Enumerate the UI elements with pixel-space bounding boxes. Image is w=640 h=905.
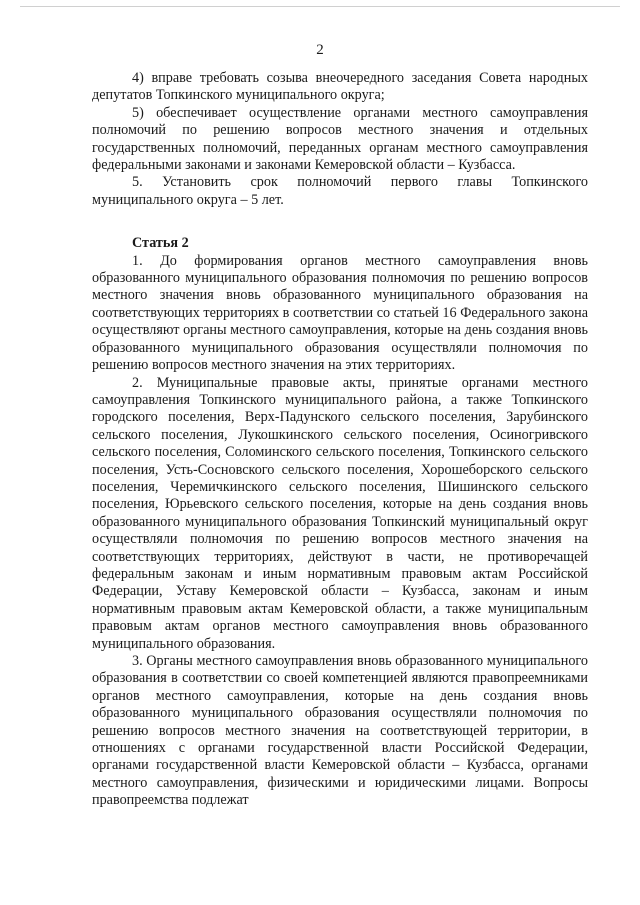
article1-paragraph-5: 5. Установить срок полномочий первого главы Топкинского муниципального округа – 5 лет. — [92, 174, 588, 208]
article2-paragraph-1: 1. До формирования органов местного самоуправления вновь образованного муниципального образования полномочия по решению вопросов местного значения вновь образованного муниципального образования на соответствующих территориях в соответствии со статьей 16 Федерального закона осуществляют органы местного самоуправления, которые на день создания вновь образованного муниципального образования осуществляли полномочия по решению вопросов местного значения на этих территориях. — [92, 252, 588, 374]
top-scan-edge — [20, 6, 620, 7]
article2-paragraph-3: 3. Органы местного самоуправления вновь образованного муниципального образования в соответствии со своей компетенцией являются правопреемниками органов местного самоуправления, которые на день создания вновь образованного муниципального образования осуществляли полномочия по решению вопросов местного значения на соответствующей территории, в отношениях с органами государственной власти Российской Федерации, органами государственной власти Кемеровской области – Кузбасса, органами местного самоуправления, физическими и юридическими лицами. Вопросы правопреемства подлежат — [92, 653, 588, 809]
article2-heading: Статья 2 — [132, 235, 189, 252]
article1-item-5: 5) обеспечивает осуществление органами местного самоуправления полномочий по решению вопросов местного значения и отдельных государственных полномочий, переданных органам местного самоуправления федеральными законами и законами Кемеровской области – Кузбасса. — [92, 104, 588, 174]
page-number: 2 — [316, 42, 324, 58]
article2-paragraph-2: 2. Муниципальные правовые акты, принятые органами местного самоуправления Топкинского муниципального района, а также Топкинского городского поселения, Верх-Падунского сельского поселения, Зарубинского сельского поселения, Лукошкинского сельского поселения, Осиногривского сельского поселения, Соломинского сельского поселения, Топкинского сельского поселения, Усть-Сосновского сельского поселения, Хорошеборского сельского поселения, Черемичкинского сельского поселения, Шишинского сельского поселения, Юрьевского сельского поселения, которые на день создания вновь образованного муниципального образования Топкинский муниципальный округ осуществляли полномочия по решению вопросов местного значения на соответствующих территориях, действуют в части, не противоречащей федеральным законам и иным нормативным правовым актам Российской Федерации, Уставу Кемеровской области – Кузбасса, законам и иным нормативным правовым актам Кемеровской области, а также муниципальным правовым актам органов местного самоуправления вновь образованного муниципального образования. — [92, 374, 588, 652]
document-body — [92, 70, 588, 810]
article1-item-4: 4) вправе требовать созыва внеочередного заседания Совета народных депутатов Топкинского муниципального округа; — [92, 70, 588, 104]
